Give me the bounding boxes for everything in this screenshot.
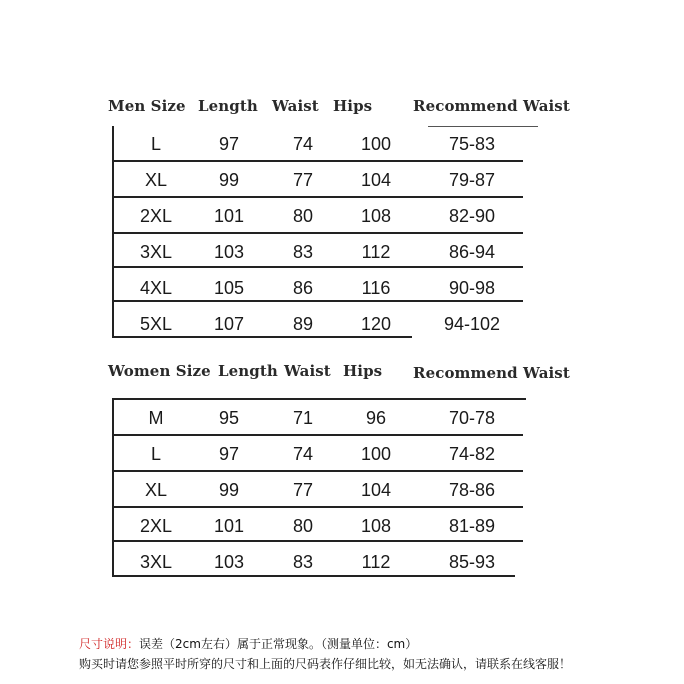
row-divider [112, 196, 523, 198]
hips-cell: 116 [361, 278, 391, 298]
size-cell: M [148, 408, 164, 428]
row-divider [112, 160, 523, 162]
waist-cell: 83 [292, 242, 314, 262]
hips-cell: 120 [360, 314, 392, 334]
hips-cell: 96 [365, 408, 387, 428]
waist-cell: 74 [292, 134, 314, 154]
hips-cell: 104 [360, 170, 392, 190]
row-divider [112, 300, 523, 302]
men-header-length: Length [198, 97, 258, 115]
row-divider [112, 575, 515, 577]
waist-cell: 86 [292, 278, 314, 298]
waist-cell: 89 [292, 314, 314, 334]
hips-cell: 108 [360, 206, 392, 226]
note-line-1 [79, 635, 417, 652]
hips-cell: 100 [360, 444, 392, 464]
waist-cell: 77 [292, 170, 314, 190]
row-divider [112, 434, 523, 436]
row-divider [112, 540, 523, 542]
note-line-2 [79, 655, 571, 672]
men-header-recommend-waist: Recommend Waist [413, 97, 570, 115]
recommend-waist-cell: 74-82 [448, 444, 496, 464]
waist-cell: 80 [292, 516, 314, 536]
waist-cell: 80 [292, 206, 314, 226]
men-header-waist: Waist [272, 97, 319, 115]
recommend-waist-cell: 81-89 [448, 516, 496, 536]
note-label: 尺寸说明： [79, 637, 140, 651]
size-cell: XL [144, 480, 168, 500]
length-cell: 103 [213, 242, 245, 262]
length-cell: 105 [213, 278, 245, 298]
size-cell: XL [144, 170, 168, 190]
recommend-waist-cell: 90-98 [448, 278, 496, 298]
women-header-recommend-waist: Recommend Waist [413, 364, 570, 382]
length-cell: 97 [218, 134, 240, 154]
women-header-waist: Waist [284, 362, 331, 380]
men-header-size: Men Size [108, 97, 186, 115]
size-cell: L [150, 134, 162, 154]
recommend-waist-cell: 82-90 [448, 206, 496, 226]
men-header-hips: Hips [333, 97, 373, 115]
women-table-left-border [112, 398, 114, 576]
note-text-2: 购买时请您参照平时所穿的尺寸和上面的尺码表作仔细比较，如无法确认，请联系在线客服！ [79, 657, 572, 671]
size-cell: L [150, 444, 162, 464]
women-header-hips: Hips [343, 362, 383, 380]
row-divider [112, 336, 412, 338]
size-cell: 4XL [139, 278, 173, 298]
length-cell: 95 [218, 408, 240, 428]
size-cell: 2XL [139, 206, 173, 226]
waist-cell: 71 [292, 408, 314, 428]
recommend-waist-cell: 79-87 [448, 170, 496, 190]
row-divider [112, 470, 523, 472]
recommend-waist-cell: 70-78 [448, 408, 496, 428]
size-cell: 5XL [139, 314, 173, 334]
hips-cell: 108 [360, 516, 392, 536]
size-cell: 3XL [139, 552, 173, 572]
hips-cell: 100 [360, 134, 392, 154]
recommend-waist-cell: 94-102 [443, 314, 501, 334]
recommend-waist-cell: 86-94 [448, 242, 496, 262]
recommend-waist-cell: 78-86 [448, 480, 496, 500]
length-cell: 97 [218, 444, 240, 464]
women-header-length: Length [218, 362, 278, 380]
hips-cell: 112 [361, 552, 391, 572]
size-cell: 3XL [139, 242, 173, 262]
waist-cell: 74 [292, 444, 314, 464]
recommend-waist-cell: 85-93 [448, 552, 496, 572]
length-cell: 101 [213, 516, 245, 536]
recommend-waist-cell: 75-83 [448, 134, 496, 154]
waist-cell: 83 [292, 552, 314, 572]
length-cell: 101 [213, 206, 245, 226]
row-divider [112, 506, 523, 508]
row-divider [112, 266, 523, 268]
women-top-border [112, 398, 526, 400]
men-header-rule [428, 126, 538, 127]
row-divider [112, 232, 523, 234]
length-cell: 107 [213, 314, 245, 334]
waist-cell: 77 [292, 480, 314, 500]
length-cell: 103 [213, 552, 245, 572]
size-cell: 2XL [139, 516, 173, 536]
women-header-size: Women Size [108, 362, 211, 380]
length-cell: 99 [218, 170, 240, 190]
length-cell: 99 [218, 480, 240, 500]
note-text-1: 误差（2cm左右）属于正常现象。（测量单位：cm） [139, 637, 418, 651]
hips-cell: 112 [361, 242, 391, 262]
hips-cell: 104 [360, 480, 392, 500]
